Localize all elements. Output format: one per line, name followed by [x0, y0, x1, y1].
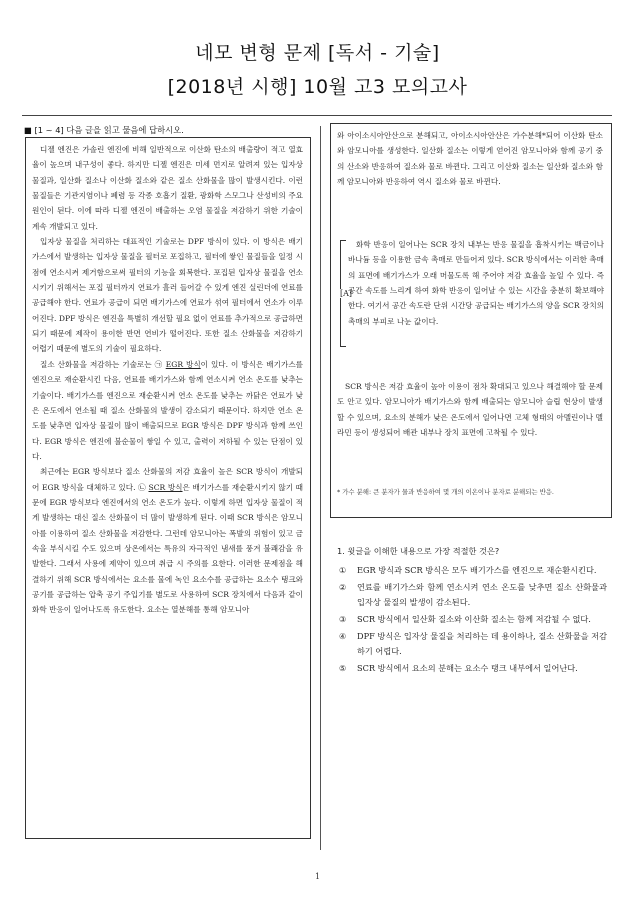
option-number: ① [339, 565, 347, 575]
option-number: ④ [339, 631, 347, 641]
page-number: 1 [314, 872, 321, 881]
question-stem: 1. 윗글을 이해한 내용으로 가장 적절한 것은? [337, 546, 500, 556]
paragraph-4-body: 은 배기가스를 재순환시키지 않기 때문에 EGR 방식보다 엔진에서의 연소 온도가 높다. 이렇게 하면 입자상 물질이 적게 발생하는 대신 질소 산화물이 더 많이 발생하게 된다. 이때 SCR 방식은 암모니아를 이용하여 질소 산화물을 저감한다. 그런데 암모니아는 폭발의 위험이 있고 금속을 부식시킬 수도 있으며 상온에서는 특유의 자극적인 냄새를 풍겨 불쾌감을 유발한다. 그래서 사용에 제약이 있으며 취급 시 주의를 요한다. 이러한 문제점을 해결하기 위해 SCR 방식에서는 요소를 물에 녹인 요소수를 공급하는 요소수 탱크와 공기를 공급하는 압축 공기 주입기를 별도로 사용하여 SCR 장치에서 다음과 같이 화학 반응이 일어나도록 유도한다. 요소는 열분해를 통해 암모니아 [32, 482, 303, 615]
option-number: ② [339, 582, 347, 592]
passage-right-top [337, 128, 603, 189]
paragraph-4-lead: 최근에는 EGR 방식보다 질소 산화물의 저감 효율이 높은 SCR 방식이 개발되어 EGR 방식을 대체하고 있다. ㉡ [32, 467, 303, 492]
paragraph-3-body: 이 있다. 이 방식은 배기가스를 엔진으로 재순환시킨 다음, 연료를 배기가스와 함께 연소시켜 연소 온도를 낮추는 기술이다. 배기가스를 엔진으로 재순환시켜 연소 온도를 낮추는 까닭은 연료가 낮은 온도에서 연소될 때 질소 산화물의 발생이 감소되기 때문이다. 하지만 연소 온도를 낮추면 입자상 물질이 많이 배출되므로 EGR 방식은 DPF 방식과 함께 쓰인다. EGR 방식은 엔진에 불순물이 쌓일 수 있고, 출력이 저하될 수 있는 단점이 있다. [32, 359, 303, 461]
option-number: ③ [339, 614, 347, 624]
paragraph-3-lead: 질소 산화물을 저감하는 기술로는 ㉠ [40, 359, 166, 369]
option-number: ⑤ [339, 663, 347, 673]
label-a: [A] [340, 289, 353, 298]
option-1[interactable] [337, 563, 607, 578]
paragraph-3 [32, 357, 303, 464]
block-a [348, 237, 604, 329]
underlined-scr: SCR 방식 [148, 482, 183, 492]
option-text: SCR 방식에서 요소의 분해는 요소수 탱크 내부에서 일어난다. [357, 663, 578, 673]
block-a-text: 화학 반응이 일어나는 SCR 장치 내부는 반응 물질을 흡착시키는 백금이나 바나듐 등을 이용한 금속 촉매로 만들어져 있다. SCR 방식에서는 이러한 촉매의 표면에 배기가스가 오래 머물도록 해 주어야 저감 효율을 높일 수 있다. 즉 공간 속도를 느리게 하여 화학 반응이 일어날 수 있는 시간을 충분히 확보해야 한다. 여기서 공간 속도란 단위 시간당 공급되는 배기가스의 양을 SCR 장치의 촉매의 부피로 나눈 값이다. [348, 240, 605, 326]
option-5[interactable] [337, 661, 607, 676]
question-1 [337, 544, 607, 678]
passage-right-bottom [337, 379, 603, 440]
option-2[interactable] [337, 580, 607, 610]
option-text: SCR 방식에서 일산화 질소와 이산화 질소는 함께 저감될 수 없다. [357, 614, 591, 624]
paragraph-1: 디젤 엔진은 가솔린 엔진에 비해 일반적으로 이산화 탄소의 배출량이 적고 열효율이 높으며 내구성이 좋다. 하지만 디젤 엔진은 미세 먼지로 알려져 있는 입자상 물질과, 일산화 질소나 이산화 질소와 같은 질소 산화물을 많이 발생시킨다. 이런 물질들은 기관지염이나 폐렴 등 각종 호흡기 질환, 광화학 스모그나 산성비의 주요 원인이 된다. 이에 따라 디젤 엔진이 배출하는 오염 물질을 저감하기 위한 기술이 계속 개발되고 있다. [32, 145, 303, 231]
paragraph-4 [32, 464, 303, 617]
page-title: 네모 변형 문제 [독서 - 기술] [195, 42, 440, 64]
paragraph-5: SCR 방식은 저감 효율이 높아 이용이 점차 확대되고 있으나 해결해야 할 문제도 안고 있다. 암모니아가 배기가스와 함께 배출되는 암모니아 슬립 현상이 발생할 수 있으며, 요소의 분해가 낮은 온도에서 일어나면 고체 형태의 아멜린이나 멜라민 등이 생성되어 배관 내부나 장치 표면에 고착될 수 있다. [337, 382, 603, 438]
paragraph-2: 입자상 물질을 처리하는 대표적인 기술로는 DPF 방식이 있다. 이 방식은 배기가스에서 발생하는 입자상 물질을 필터로 포집하고, 필터에 쌓인 물질들을 일정 시점에 연소시켜 제거함으로써 필터의 기능을 회복한다. 포집된 입자상 물질을 연소시키기 위해서는 포집 필터까지 연료가 흘러 들어갈 수 있게 엔진 실린더에 연료를 공급해야 한다. 연료가 공급이 되면 배기가스에 연료가 섞여 필터에서 연소가 이루어진다. DPF 방식은 엔진을 특별히 개선할 필요 없이 연료를 추가적으로 공급하면 되기 때문에 제작이 용이한 반면 연비가 떨어진다. 또한 질소 산화물을 저감하기 어렵기 때문에 별도의 기술이 필요하다. [32, 237, 303, 354]
option-4[interactable] [337, 629, 607, 659]
footnote: * 가수 분해: 큰 분자가 물과 반응하여 몇 개의 이온이나 분자로 분해되는 반응. [337, 488, 554, 496]
passage-left-column [32, 142, 303, 618]
option-text: EGR 방식과 SCR 방식은 모두 배기가스를 엔진으로 재순환시킨다. [357, 565, 597, 575]
paragraph-4-continued: 와 아이소시아안산으로 분해되고, 아이소시아안산은 가수분해*되어 이산화 탄소와 암모니아를 생성한다. 일산화 질소는 이렇게 얻어진 암모니아와 함께 공기 중의 산소와 반응하여 질소와 물로 바뀐다. 그리고 이산화 질소는 일산화 질소와 함께 암모니아와 반응하여 역시 질소와 물로 바뀐다. [337, 131, 603, 187]
option-text: 연료를 배기가스와 함께 연소시켜 연소 온도를 낮추면 질소 산화물과 입자상 물질의 발생이 감소된다. [357, 582, 607, 607]
underlined-egr: EGR 방식 [165, 359, 201, 369]
option-text: DPF 방식은 입자상 물질을 처리하는 데 용이하나, 질소 산화물을 저감하기 어렵다. [357, 631, 607, 656]
header-divider [22, 115, 612, 116]
page-subtitle: [2018년 시행] 10월 고3 모의고사 [167, 76, 468, 98]
option-3[interactable] [337, 612, 607, 627]
column-divider [320, 126, 321, 850]
instruction: ■ [1 ~ 4] 다음 글을 읽고 물음에 답하시오. [24, 125, 184, 135]
